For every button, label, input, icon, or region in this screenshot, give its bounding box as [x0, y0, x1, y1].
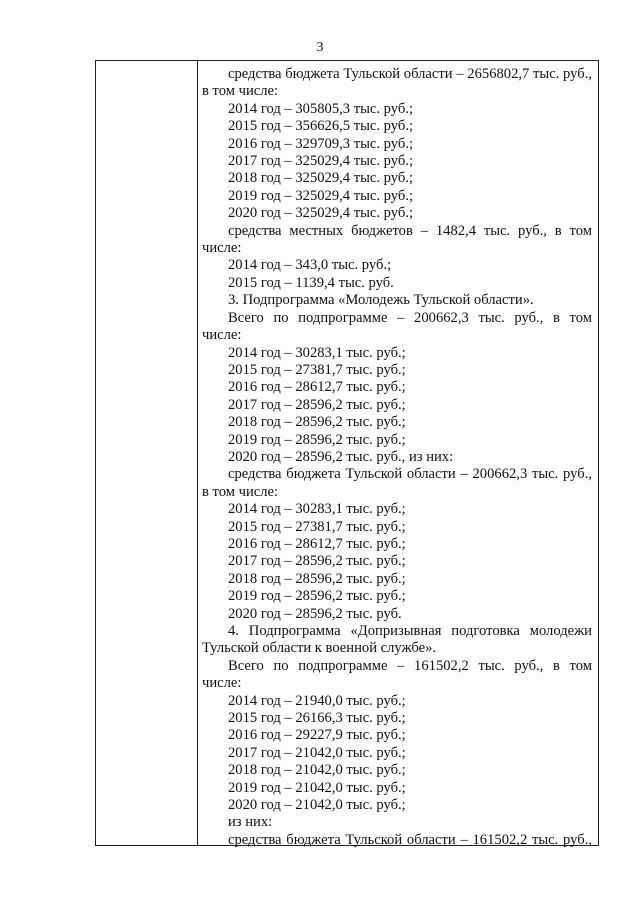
text-line: Всего по подпрограмме – 200662,3 тыс. руб., в том [228, 309, 592, 326]
text-line: числе: [202, 240, 242, 257]
page-number: 3 [316, 40, 324, 55]
text-line: средства бюджета Тульской области – 2656802,7 тыс. руб., [228, 66, 592, 82]
text-line: 2014 год – 343,0 тыс. руб.; [228, 257, 392, 274]
text-line: Всего по подпрограмме – 161502,2 тыс. руб., в том [228, 657, 592, 674]
text-line: 2017 год – 21042,0 тыс. руб.; [228, 744, 406, 761]
text-line: 2017 год – 325029,4 тыс. руб.; [228, 153, 414, 170]
text-line: 2020 год – 28596,2 тыс. руб. [228, 605, 402, 622]
text-line: 2016 год – 29227,9 тыс. руб.; [228, 727, 406, 744]
text-line: 2015 год – 27381,7 тыс. руб.; [228, 518, 406, 535]
text-line: в том числе: [202, 483, 279, 500]
text-line: 2019 год – 325029,4 тыс. руб.; [228, 187, 414, 204]
text-line: 2018 год – 325029,4 тыс. руб.; [228, 170, 414, 187]
table-content-column [202, 66, 592, 849]
text-line: числе: [202, 327, 242, 344]
text-line: 2015 год – 26166,3 тыс. руб.; [228, 710, 406, 727]
text-line: средства местных бюджетов – 1482,4 тыс. руб., в том [228, 222, 592, 239]
text-line: в том числе: [202, 83, 279, 100]
text-line: средства бюджета Тульской области – 200662,3 тыс. руб., [228, 466, 592, 483]
text-line: 2019 год – 21042,0 тыс. руб.; [228, 779, 406, 796]
text-line: 2015 год – 356626,5 тыс. руб.; [228, 118, 414, 135]
text-line: 2014 год – 30283,1 тыс. руб.; [228, 344, 406, 361]
text-line: числе: [202, 675, 242, 692]
text-line: 2014 год – 30283,1 тыс. руб.; [228, 501, 406, 518]
text-line: 2018 год – 28596,2 тыс. руб.; [228, 414, 406, 431]
text-line: 2014 год – 305805,3 тыс. руб.; [228, 100, 414, 117]
text-line: Тульской области к военной службе». [202, 640, 437, 657]
text-line: 2016 год – 28612,7 тыс. руб.; [228, 379, 406, 396]
text-line: средства бюджета Тульской области – 161502,2 тыс. руб., [228, 831, 592, 848]
text-line: 2015 год – 27381,7 тыс. руб.; [228, 361, 406, 378]
text-line: 4. Подпрограмма «Допризывная подготовка молодежи [228, 623, 592, 639]
text-line: 2014 год – 21940,0 тыс. руб.; [228, 692, 406, 709]
text-line: 2018 год – 21042,0 тыс. руб.; [228, 762, 406, 779]
program-table [95, 60, 599, 846]
table-label-column [96, 61, 198, 845]
text-line: 2020 год – 28596,2 тыс. руб., из них: [228, 448, 454, 465]
text-line: 2017 год – 28596,2 тыс. руб.; [228, 553, 406, 570]
text-line: 2019 год – 28596,2 тыс. руб.; [228, 588, 406, 605]
text-line: 2020 год – 21042,0 тыс. руб.; [228, 797, 406, 814]
text-line: из них: [228, 814, 273, 831]
text-line: 3. Подпрограмма «Молодежь Тульской области». [228, 292, 534, 309]
text-line: 2018 год – 28596,2 тыс. руб.; [228, 570, 406, 587]
text-line: 2016 год – 329709,3 тыс. руб.; [228, 135, 414, 152]
text-line: 2020 год – 325029,4 тыс. руб.; [228, 205, 414, 222]
text-line: 2019 год – 28596,2 тыс. руб.; [228, 431, 406, 448]
text-line: 2016 год – 28612,7 тыс. руб.; [228, 535, 406, 552]
text-line: 2017 год – 28596,2 тыс. руб.; [228, 396, 406, 413]
text-line: 2015 год – 1139,4 тыс. руб. [228, 274, 394, 291]
